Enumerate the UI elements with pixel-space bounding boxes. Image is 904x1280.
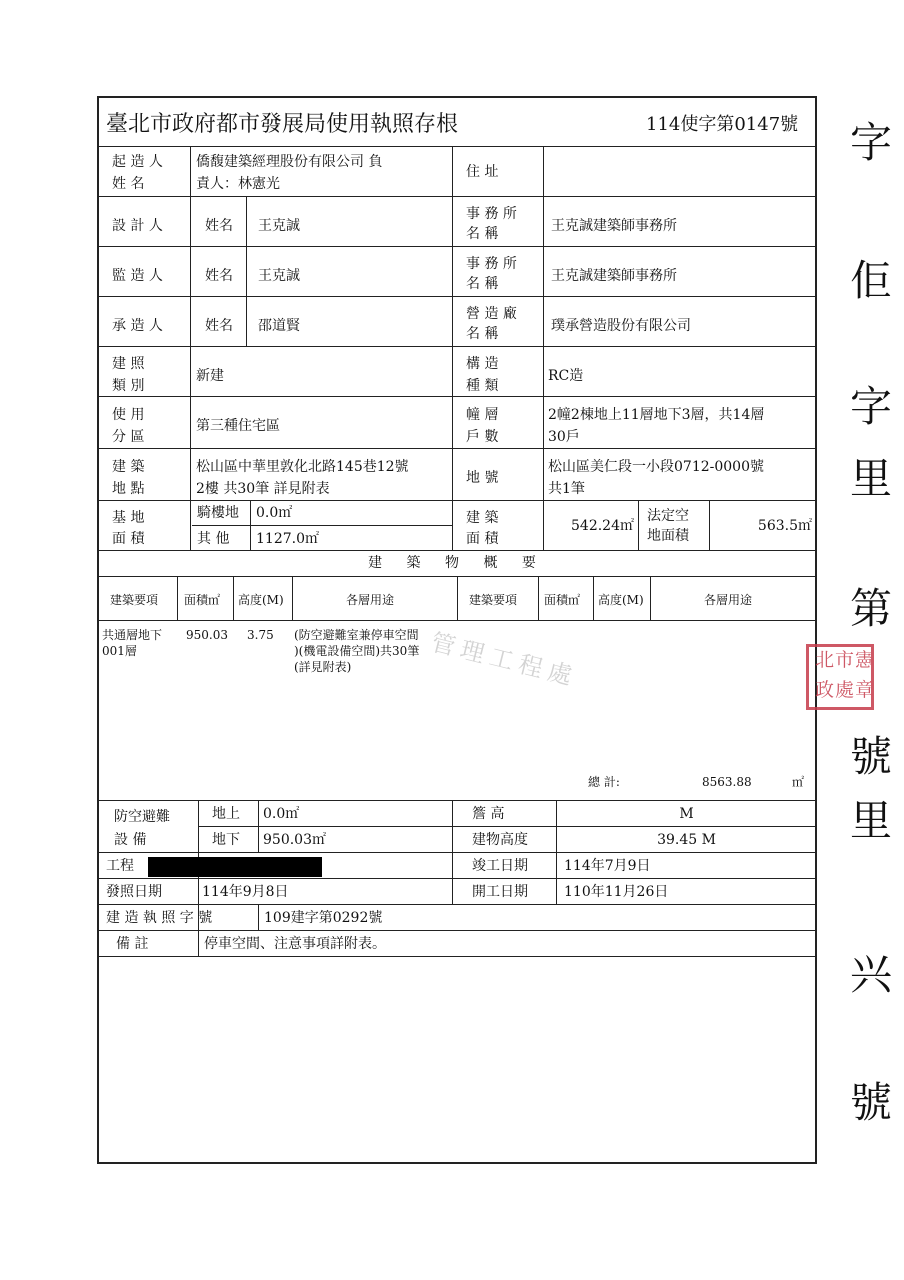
seal-char: 市 <box>835 649 855 671</box>
row-divider <box>97 346 817 347</box>
entry-area: 950.03 <box>186 628 228 642</box>
row-divider <box>97 146 817 147</box>
buildings-value: 2幢2棟地上11層地下3層，共14層 <box>548 407 765 423</box>
col-area-header: 面積㎡ <box>544 593 581 607</box>
entry-use: )(機電設備空間)共30筆 <box>294 644 420 658</box>
row-divider <box>97 878 817 879</box>
name-label: 姓名 <box>205 268 233 284</box>
buildings-label: 幢 層 <box>466 407 499 423</box>
arcade-value: 0.0㎡ <box>256 505 293 521</box>
supervisor-office: 王克誠建築師事務所 <box>551 268 677 284</box>
row-divider <box>97 246 817 247</box>
use-zone-label: 使 用 <box>112 407 145 423</box>
row-divider <box>97 852 817 853</box>
above-label: 地上 <box>212 806 240 822</box>
buildings-label: 戶 數 <box>466 429 499 445</box>
designer-office: 王克誠建築師事務所 <box>551 218 677 234</box>
office-label: 事 務 所 <box>466 256 517 272</box>
completion-date: 114年7月9日 <box>564 858 651 874</box>
entry-height: 3.75 <box>247 628 274 642</box>
redaction-bar <box>148 857 322 877</box>
contractor-name: 邵道賢 <box>258 318 300 334</box>
shelter-label: 設 備 <box>114 832 147 848</box>
row-divider <box>97 550 817 551</box>
entry-item: 共通層地下 <box>102 628 163 642</box>
margin-char: 號 <box>850 1078 893 1127</box>
col-area-header: 面積㎡ <box>184 593 221 607</box>
site-area-label: 基 地 <box>112 510 145 526</box>
buildings-value: 30戶 <box>548 429 580 445</box>
completion-date-label: 竣工日期 <box>472 858 528 874</box>
row-divider <box>97 196 817 197</box>
builder-label: 姓 名 <box>112 176 145 192</box>
seal-char: 處 <box>835 679 855 701</box>
col-divider <box>457 576 458 620</box>
permit-type-label: 類 別 <box>112 378 145 394</box>
name-label: 姓名 <box>205 318 233 334</box>
margin-char: 里 <box>850 454 893 503</box>
structure-label: 種 類 <box>466 378 499 394</box>
structure-value: RC造 <box>548 368 584 384</box>
office-label: 名 稱 <box>466 226 499 242</box>
seal-char: 憲 <box>855 649 875 671</box>
col-divider <box>233 576 234 620</box>
entry-use: (防空避難室兼停車空間 <box>294 628 419 642</box>
address-label: 住 址 <box>466 164 499 180</box>
col-divider <box>246 196 247 346</box>
col-divider <box>190 146 191 550</box>
designer-name: 王克誠 <box>258 218 300 234</box>
open-space-value: 563.5㎡ <box>757 518 812 534</box>
row-divider <box>97 620 817 621</box>
license-number: 114使字第0147號 <box>646 114 799 135</box>
col-divider <box>258 904 259 930</box>
col-divider <box>538 576 539 620</box>
designer-label: 設 計 人 <box>112 218 163 234</box>
location-value: 2樓 共30筆 詳見附表 <box>196 481 330 497</box>
margin-char: 里 <box>850 796 893 845</box>
col-divider <box>177 576 178 620</box>
issue-date-label: 發照日期 <box>106 884 162 900</box>
contractor-firm-label: 名 稱 <box>466 326 499 342</box>
contractor-label: 承 造 人 <box>112 318 163 334</box>
structure-label: 構 造 <box>466 356 499 372</box>
contractor-firm-label: 營 造 廠 <box>466 306 517 322</box>
supervisor-label: 監 造 人 <box>112 268 163 284</box>
col-item-header: 建築要項 <box>469 593 518 607</box>
below-label: 地下 <box>212 832 240 848</box>
official-seal <box>806 644 874 710</box>
location-value: 松山區中華里敦化北路145巷12號 <box>196 459 409 475</box>
start-date: 110年11月26日 <box>564 884 669 900</box>
lot-value: 松山區美仁段一小段0712-0000號 <box>548 459 764 475</box>
margin-char: 佢 <box>850 256 893 305</box>
margin-char: 兴 <box>850 950 893 999</box>
below-value: 950.03㎡ <box>263 832 326 848</box>
summary-title: 建 築 物 概 要 <box>368 555 546 571</box>
total-unit: ㎡ <box>792 775 805 789</box>
row-divider <box>192 525 452 526</box>
margin-char: 字 <box>850 382 893 431</box>
entry-use: (詳見附表) <box>294 660 352 674</box>
above-value: 0.0㎡ <box>263 806 300 822</box>
eave-value: M <box>679 806 694 822</box>
entry-item: 001層 <box>102 644 137 658</box>
site-area-label: 面 積 <box>112 531 145 547</box>
col-use-header: 各層用途 <box>704 593 753 607</box>
total-label: 總 計: <box>588 775 620 789</box>
seal-char: 章 <box>855 679 875 701</box>
col-divider <box>638 500 639 550</box>
col-divider <box>198 800 199 956</box>
other-label: 其 他 <box>197 531 230 547</box>
col-height-header: 高度(M) <box>598 593 644 607</box>
open-space-label: 法定空 <box>647 508 689 524</box>
col-height-header: 高度(M) <box>238 593 284 607</box>
col-divider <box>452 800 453 904</box>
row-divider <box>97 448 817 449</box>
builder-value: 僑馥建築經理股份有限公司 負 <box>196 154 383 170</box>
row-divider <box>97 296 817 297</box>
permit-number-label: 建 造 執 照 字 號 <box>106 910 213 926</box>
location-label: 建 築 <box>112 459 145 475</box>
location-label: 地 點 <box>112 481 145 497</box>
col-divider <box>250 500 251 550</box>
use-zone-label: 分 區 <box>112 429 145 445</box>
row-divider <box>97 956 817 957</box>
issue-date: 114年9月8日 <box>202 884 289 900</box>
document-title: 臺北市政府都市發展局使用執照存根 <box>106 112 459 137</box>
total-value: 8563.88 <box>702 775 752 789</box>
col-item-header: 建築要項 <box>110 593 159 607</box>
margin-char: 字 <box>850 118 893 167</box>
remarks-value: 停車空間、注意事項詳附表。 <box>204 936 386 952</box>
open-space-label: 地面積 <box>647 528 689 544</box>
supervisor-name: 王克誠 <box>258 268 300 284</box>
building-height-value: 39.45 M <box>657 832 716 848</box>
start-date-label: 開工日期 <box>472 884 528 900</box>
seal-char: 北 <box>815 649 835 671</box>
remarks-label: 備 註 <box>116 936 149 952</box>
row-divider <box>97 396 817 397</box>
arcade-label: 騎樓地 <box>197 505 239 521</box>
row-divider <box>452 826 817 827</box>
col-divider <box>709 500 710 550</box>
eave-label: 簷 高 <box>472 806 505 822</box>
col-divider <box>650 576 651 620</box>
building-area-label: 面 積 <box>466 531 499 547</box>
lot-label: 地 號 <box>466 470 499 486</box>
seal-char: 政 <box>815 679 835 701</box>
row-divider <box>97 800 817 801</box>
contractor-firm: 璞承營造股份有限公司 <box>551 318 691 334</box>
watermark: 管理工程處 <box>428 628 581 692</box>
margin-char: 號 <box>850 732 893 781</box>
permit-number: 109建字第0292號 <box>264 910 383 926</box>
project-label: 工程 <box>106 858 134 874</box>
col-divider <box>258 800 259 852</box>
builder-label: 起 造 人 <box>112 154 163 170</box>
building-area-value: 542.24㎡ <box>571 518 634 534</box>
margin-char: 第 <box>850 584 893 633</box>
use-zone: 第三種住宅區 <box>196 418 280 434</box>
permit-type: 新建 <box>196 368 224 384</box>
shelter-label: 防空避難 <box>114 809 170 825</box>
col-divider <box>593 576 594 620</box>
name-label: 姓名 <box>205 218 233 234</box>
col-divider <box>452 146 453 550</box>
row-divider <box>97 930 817 931</box>
builder-value: 責人：林憲光 <box>196 176 280 192</box>
permit-type-label: 建 照 <box>112 356 145 372</box>
row-divider <box>198 826 452 827</box>
office-label: 名 稱 <box>466 276 499 292</box>
other-value: 1127.0㎡ <box>256 531 319 547</box>
col-use-header: 各層用途 <box>346 593 395 607</box>
row-divider <box>97 904 817 905</box>
col-divider <box>543 146 544 550</box>
lot-value: 共1筆 <box>548 481 585 497</box>
col-divider <box>292 576 293 620</box>
office-label: 事 務 所 <box>466 206 517 222</box>
building-height-label: 建物高度 <box>472 832 528 848</box>
building-area-label: 建 築 <box>466 510 499 526</box>
